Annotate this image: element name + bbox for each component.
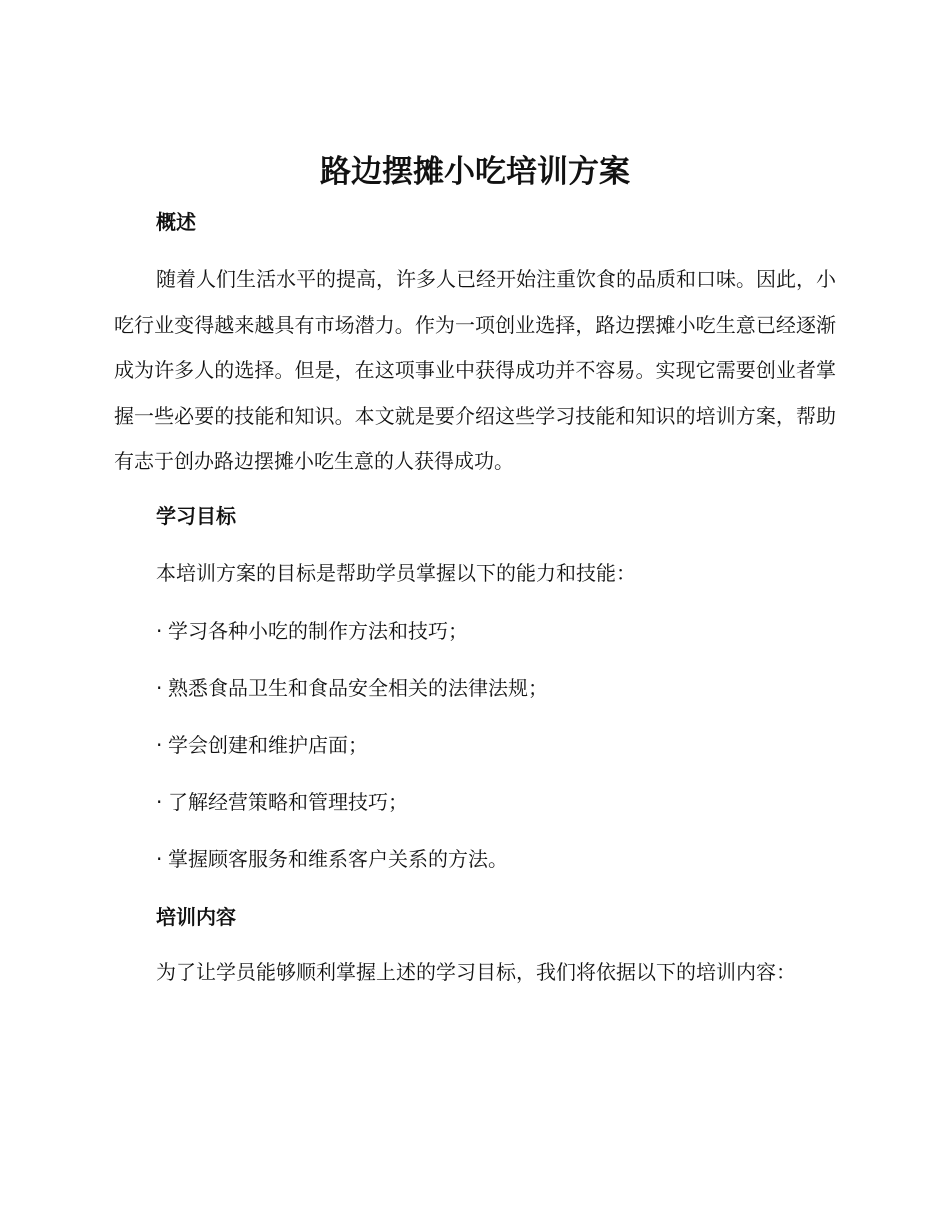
content-paragraph: 为了让学员能够顺利掌握上述的学习目标，我们将依据以下的培训内容： — [156, 960, 796, 984]
bullet-icon: · — [156, 790, 163, 814]
list-item — [156, 731, 368, 759]
goal-item-text: 学习各种小吃的制作方法和技巧； — [168, 619, 468, 643]
list-item — [156, 674, 548, 702]
content-heading: 培训内容 — [156, 905, 236, 929]
bullet-icon: · — [156, 733, 163, 757]
bullet-icon: · — [156, 847, 163, 871]
document-title: 路边摆摊小吃培训方案 — [320, 154, 630, 190]
goal-item-text: 学会创建和维护店面； — [168, 733, 368, 757]
list-item — [156, 617, 468, 645]
overview-heading: 概述 — [156, 210, 196, 234]
overview-paragraph: 随着人们生活水平的提高，许多人已经开始注重饮食的品质和口味。因此，小吃行业变得越来越具有市场潜力。作为一项创业选择，路边摆摊小吃生意已经逐渐成为许多人的选择。但是，在这项事业中获得成功并不容易。实现它需要创业者掌握一些必要的技能和知识。本文就是要介绍这些学习技能和知识的培训方案，帮助有志于创办路边摆摊小吃生意的人获得成功。 — [114, 267, 836, 474]
goal-item-text: 熟悉食品卫生和食品安全相关的法律法规； — [168, 676, 548, 700]
bullet-icon: · — [156, 619, 163, 643]
goals-intro: 本培训方案的目标是帮助学员掌握以下的能力和技能： — [156, 561, 636, 585]
goal-item-text: 了解经营策略和管理技巧； — [168, 790, 408, 814]
goals-heading: 学习目标 — [156, 504, 236, 528]
list-item — [156, 845, 508, 873]
goal-item-text: 掌握顾客服务和维系客户关系的方法。 — [168, 847, 508, 871]
bullet-icon: · — [156, 676, 163, 700]
list-item — [156, 788, 408, 816]
